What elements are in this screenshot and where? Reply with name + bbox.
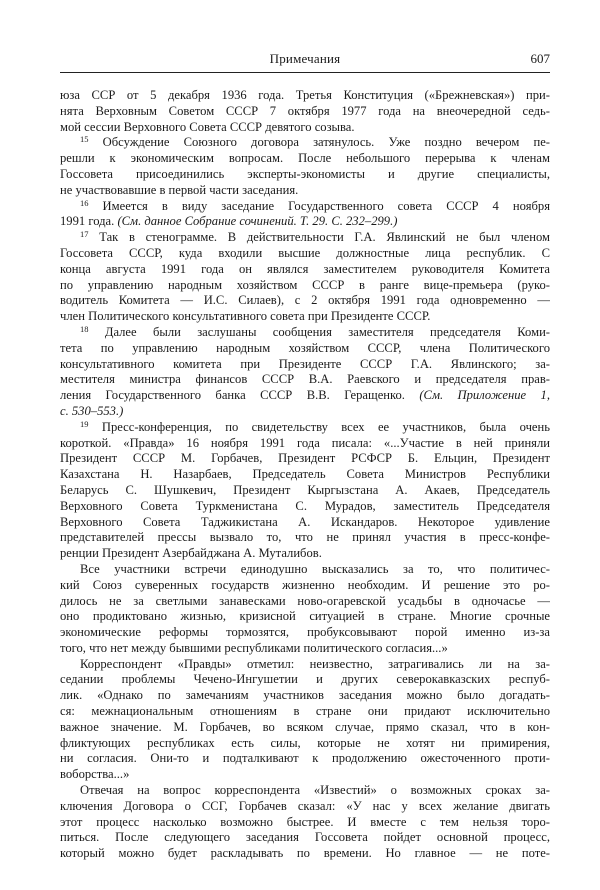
text-line: оно продиктовано жизнью, кризисной ситуацией в стране. Многие срочные [60,609,550,624]
text-line: седании проблемы Чечено-Ингушетии и других северокавказских респуб- [60,672,550,687]
text-line [60,199,550,215]
text-line: представителей прессы вызвало то, что не принял участия в пресс-конфе- [60,530,550,545]
text-line: тета по управлению народным хозяйством СССР, члена Политического [60,340,550,355]
quote-paragraph-3 [60,783,550,862]
text-line: Президент СССР М. Горбачев, Президент РСФСР Б. Ельцин, Президент [60,451,550,466]
text-line: ни согласия. Они-то и подталкивают к продолжению ожесточенного проти- [60,751,550,766]
text-line: Корреспондент «Правды» отметил: неизвестно, затрагивались ли на за- [80,656,550,671]
note-text: ления Государственного банка СССР В.В. Геращенко. [60,388,405,403]
text-line: член Политического консультативного совета при Президенте СССР. [60,309,431,324]
text-line: Верховного Совета Таджикистана А. Искандаров. Некоторое удивление [60,514,550,529]
text-line: этот процесс насколько возможно быстрее. И вместе с тем нельзя торо- [60,814,550,829]
text-line [60,230,550,246]
text-line: по управлению народным хозяйством СССР в ранге вице-премьера (руко- [60,277,550,292]
notes-body [60,88,550,862]
note-text: Пресс-конференция, по свидетельству всех ее участников, была очень [101,419,550,434]
note-continuation [60,88,550,135]
text-line: короткой. «Правда» 16 ноября 1991 года писала: «...Участие в ней приняли [60,435,550,450]
text-line: экономические реформы тормозятся, пробуксовывают порой именно из-за [60,625,550,640]
note-number: 18 [80,324,89,334]
text-line [60,420,550,436]
note-text: Так в стенограмме. В действительности Г.А. Явлинский не был членом [99,230,550,245]
text-line: дилось не за светлыми занавесками ново-огаревской усадьбы в одночасье — [60,593,550,608]
quote-paragraph-1 [60,562,550,657]
text-line: Отвечая на вопрос корреспондента «Известий» о возможных сроках за- [80,783,550,798]
text-line: Все участники встречи единодушно высказались за то, что политичес- [80,561,550,576]
text-line: питься. После следующего заседания Госсовета пойдет основной процесс, [60,830,550,845]
text-line: водитель Комитета — И.С. Силаев), с 2 октября 1991 года одновременно — [60,293,550,308]
text-line: Верховного Совета Туркменистана С. Мурадов, заместитель Председателя [60,498,550,513]
text-line: воборства...» [60,767,130,782]
text-line: ся: межнациональным отношениям в стране они придают исключительно [60,704,550,719]
text-line: того, что нет между бывшими республиками политического согласия...» [60,640,448,655]
note-19 [60,420,550,562]
running-title: Примечания [269,51,341,66]
text-line: конца августа 1991 года он являлся заместителем руководителя Комитета [60,261,550,276]
text-line [60,135,550,151]
note-text: Далее были заслушаны сообщения заместителя председателя Коми- [104,324,550,339]
text-line: кий Союз суверенных государств жизненно необходим. И решение это ро- [60,577,550,592]
text-line: мой сессии Верховного Совета СССР девятого созыва. [60,119,355,134]
text-line: фликтующих республиках есть силы, которые не хотят ни примирения, [60,735,550,750]
note-number: 17 [80,230,89,240]
page-header [60,50,550,70]
text-line: ключения Договора о ССГ, Горбачев сказал: «У нас у всех желание двигать [60,798,550,813]
text-line: лик. «Однако по замечаниям участников заседания можно было догадать- [60,688,550,703]
text-line: Казахстана Н. Назарбаев, Председатель Совета Министров Республики [60,467,550,482]
note-text: 1991 года. [60,214,115,229]
text-line: юза ССР от 5 декабря 1936 года. Третья Конституция («Брежневская») при- [60,88,550,102]
text-line: важное значение. М. Горбачев, во всяком случае, прямо сказал, что в кон- [60,719,550,734]
note-number: 19 [80,419,89,429]
text-line [60,214,550,230]
source-reference: с. 530–553.) [60,403,124,418]
note-number: 15 [80,135,89,145]
text-line: ренции Президент Азербайджана А. Муталибов. [60,546,322,561]
text-line: решли к экономическим вопросам. После небольшого перерыва к членам [60,151,550,166]
text-line: не участвовавшие в первой части заседания. [60,182,299,197]
header-rule [60,72,550,73]
text-line: нята Верховным Советом СССР 7 октября 1977 года на внеочередной седь- [60,103,550,118]
note-18 [60,325,550,420]
text-line: который можно будет раскладывать по времени. Но главное — не поте- [60,846,550,861]
source-reference: (См. данное Собрание сочинений. Т. 29. С. 232–299.) [117,214,398,229]
note-text: Имеется в виду заседание Государственного совета СССР 4 ноября [102,198,550,213]
text-line: Госсовета присоединились эксперты-экономисты и другие специалисты, [60,166,550,181]
source-reference: (См. Приложение 1, [419,388,550,403]
text-line [60,388,550,404]
quote-paragraph-2 [60,657,550,783]
page-number: 607 [530,51,550,66]
note-16 [60,199,550,231]
note-number: 16 [80,198,89,208]
text-line: Госсовета СССР, куда входили высшие должностные лица республик. С [60,245,550,260]
text-line: местителя министра финансов СССР В.А. Раевского и председателя прав- [60,372,550,387]
text-line: консультативного комитета при Президенте СССР Г.А. Явлинского; за- [60,356,550,371]
note-15 [60,135,550,198]
note-17 [60,230,550,325]
text-line [60,325,550,341]
note-text: Обсуждение Союзного договора затянулось. Уже поздно вечером пе- [102,135,550,150]
text-line: Беларусь С. Шушкевич, Президент Кыргызстана А. Акаев, Председатель [60,482,550,497]
